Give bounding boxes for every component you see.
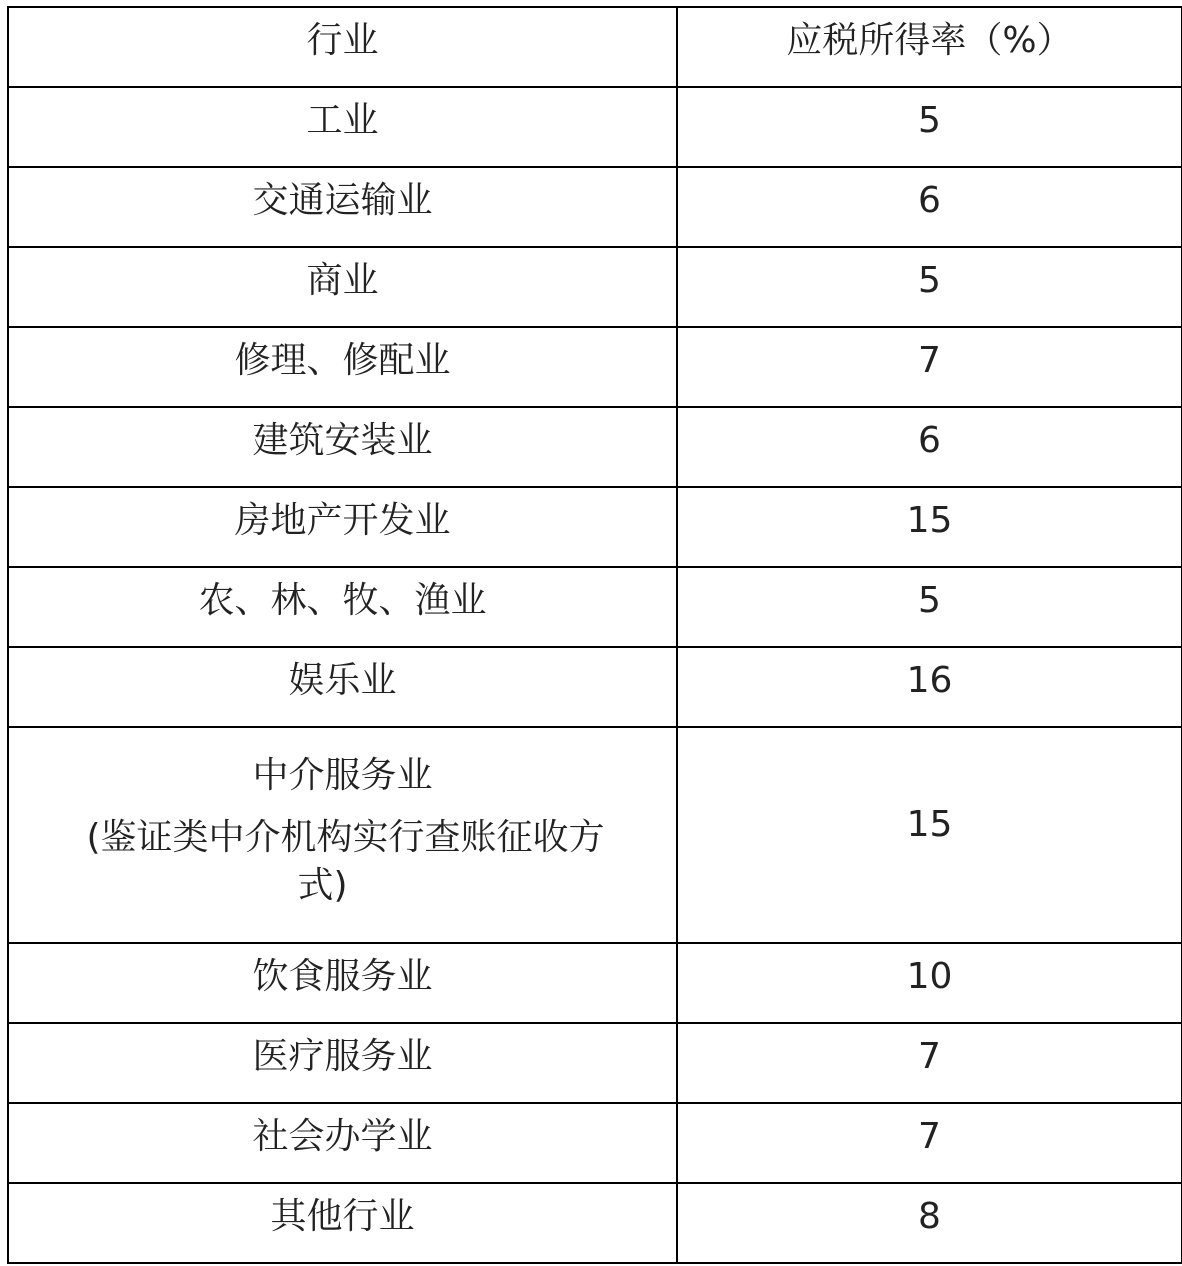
industry-rate-table xyxy=(7,6,1182,1264)
industry-cell: 其他行业 xyxy=(8,1183,677,1263)
header-rate: 应税所得率（%） xyxy=(677,7,1182,87)
table-row xyxy=(8,247,1182,327)
rate-cell: 6 xyxy=(677,167,1182,247)
industry-line: (鉴证类中介机构实行查账征收方 xyxy=(86,817,605,858)
table-row xyxy=(8,327,1182,407)
table-row xyxy=(8,87,1182,167)
table-row xyxy=(8,727,1182,943)
table-row xyxy=(8,487,1182,567)
rate-cell: 10 xyxy=(677,943,1182,1023)
table-header-row xyxy=(8,7,1182,87)
table-row xyxy=(8,943,1182,1023)
rate-cell: 5 xyxy=(677,87,1182,167)
industry-cell: 工业 xyxy=(8,87,677,167)
rate-cell: 16 xyxy=(677,647,1182,727)
table-row xyxy=(8,1103,1182,1183)
table-row xyxy=(8,167,1182,247)
header-industry: 行业 xyxy=(8,7,677,87)
rate-cell: 15 xyxy=(677,487,1182,567)
table-row xyxy=(8,567,1182,647)
rate-cell: 7 xyxy=(677,1103,1182,1183)
industry-cell: 饮食服务业 xyxy=(8,943,677,1023)
industry-cell: 娱乐业 xyxy=(8,647,677,727)
industry-cell-multiline xyxy=(8,727,677,943)
table-row xyxy=(8,647,1182,727)
rate-cell: 15 xyxy=(677,727,1182,943)
table-row xyxy=(8,1023,1182,1103)
industry-line: 式) xyxy=(297,865,348,906)
industry-cell: 农、林、牧、渔业 xyxy=(8,567,677,647)
industry-cell: 房地产开发业 xyxy=(8,487,677,567)
industry-cell: 社会办学业 xyxy=(8,1103,677,1183)
rate-cell: 7 xyxy=(677,327,1182,407)
industry-cell: 交通运输业 xyxy=(8,167,677,247)
rate-cell: 8 xyxy=(677,1183,1182,1263)
table-row xyxy=(8,1183,1182,1263)
rate-cell: 6 xyxy=(677,407,1182,487)
industry-cell: 商业 xyxy=(8,247,677,327)
industry-cell: 建筑安装业 xyxy=(8,407,677,487)
rate-cell: 7 xyxy=(677,1023,1182,1103)
industry-cell: 医疗服务业 xyxy=(8,1023,677,1103)
industry-line: 中介服务业 xyxy=(252,755,433,796)
rate-cell: 5 xyxy=(677,247,1182,327)
rate-cell: 5 xyxy=(677,567,1182,647)
table-row xyxy=(8,407,1182,487)
industry-cell: 修理、修配业 xyxy=(8,327,677,407)
